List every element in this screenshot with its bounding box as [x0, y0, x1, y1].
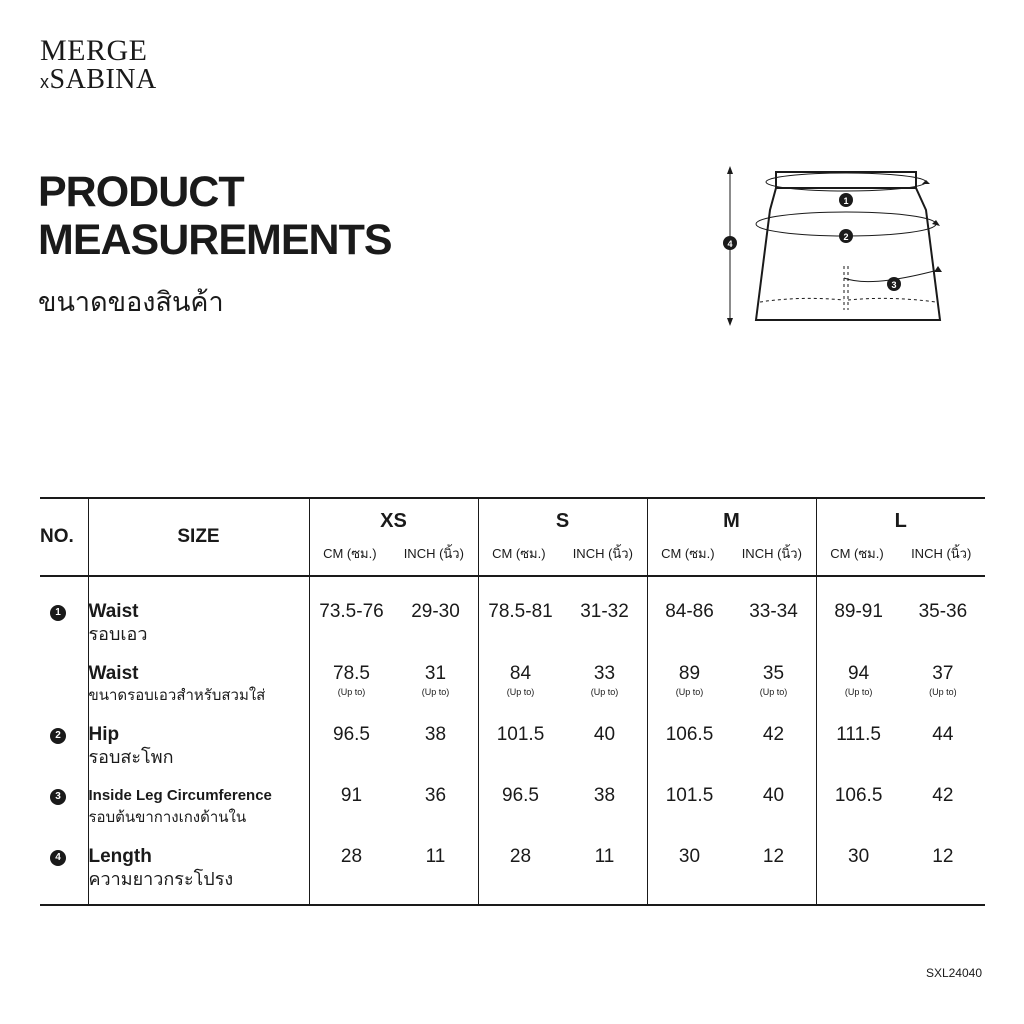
- up-to-note: (Up to): [759, 687, 788, 697]
- value-inch: 12: [932, 846, 954, 867]
- row-label-th: รอบสะโพก: [88, 747, 174, 767]
- value-cm: 84: [509, 663, 532, 684]
- page-subtitle: ขนาดของสินค้า: [38, 287, 224, 317]
- table-row: [40, 724, 985, 785]
- value-inch: 29-30: [411, 601, 460, 622]
- value-cm: 101.5: [665, 785, 714, 806]
- value-cm: 30: [848, 846, 870, 867]
- header-size-xs: [309, 498, 478, 576]
- row-number-badge: 1: [50, 605, 66, 621]
- table-row: [40, 785, 985, 846]
- size-label-s: S: [555, 510, 570, 532]
- value-cm: 106.5: [665, 724, 714, 745]
- row-number-badge: 3: [50, 789, 66, 805]
- value-inch: 31-32: [580, 601, 629, 622]
- size-label-xs: XS: [380, 510, 407, 532]
- value-inch: 40: [762, 785, 785, 806]
- value-inch: 36: [424, 785, 447, 806]
- value-cm: 28: [509, 846, 532, 867]
- row-label-th: รอบเอว: [88, 624, 148, 644]
- marker-3: [887, 277, 901, 291]
- value-inch: 11: [425, 846, 446, 867]
- value-cm: 101.5: [496, 724, 545, 745]
- unit-inch: INCH (นิ้ว): [403, 546, 464, 561]
- size-label-l: L: [894, 510, 907, 532]
- value-cm: 91: [340, 785, 363, 806]
- marker-1: [839, 193, 853, 207]
- row-label-en: Inside Leg Circumference: [88, 787, 272, 804]
- unit-inch: INCH (นิ้ว): [741, 546, 802, 561]
- up-to-note: (Up to): [675, 687, 704, 697]
- row-number-badge: 2: [50, 728, 66, 744]
- value-cm: 96.5: [333, 724, 370, 745]
- value-cm: 30: [678, 846, 701, 867]
- value-cm: 78.5: [333, 663, 370, 684]
- value-cm: 84-86: [665, 601, 714, 622]
- page-title: [38, 168, 392, 264]
- up-to-note: (Up to): [421, 687, 450, 697]
- value-inch: 38: [424, 724, 447, 745]
- value-inch: 40: [593, 724, 616, 745]
- title-line1: PRODUCT: [38, 168, 244, 216]
- value-cm: 96.5: [502, 785, 539, 806]
- header-size-s: [478, 498, 647, 576]
- row-label-th: ขนาดรอบเอวสำหรับสวมใส่: [88, 687, 266, 704]
- table-row: [40, 576, 985, 663]
- value-cm: 89: [678, 663, 701, 684]
- header-size: SIZE: [88, 498, 309, 576]
- brand-logo: [40, 36, 157, 94]
- up-to-note: (Up to): [590, 687, 619, 697]
- unit-cm: CM (ซม.): [323, 546, 377, 561]
- row-label-th: ความยาวกระโปรง: [88, 869, 234, 889]
- marker-4: [723, 236, 737, 250]
- marker-2: [839, 229, 853, 243]
- value-inch: 31: [424, 663, 447, 684]
- row-label-en: Hip: [88, 724, 120, 745]
- up-to-note: (Up to): [506, 687, 535, 697]
- up-to-note: (Up to): [844, 687, 873, 697]
- marker-4-label: 4: [727, 239, 733, 249]
- value-inch: 37: [932, 663, 954, 684]
- unit-cm: CM (ซม.): [830, 546, 884, 561]
- value-inch: 33-34: [749, 601, 798, 622]
- unit-cm: CM (ซม.): [492, 546, 546, 561]
- product-code: SXL24040: [925, 966, 982, 980]
- skort-diagram: [720, 160, 950, 330]
- value-inch: 12: [762, 846, 785, 867]
- table-row: [40, 846, 985, 905]
- brand-x: x: [40, 72, 50, 92]
- row-number-badge: 4: [50, 850, 66, 866]
- value-cm: 89-91: [834, 601, 883, 622]
- header-no: NO.: [40, 498, 88, 576]
- value-cm: 73.5-76: [319, 601, 384, 622]
- table-row: [40, 663, 985, 724]
- row-label-en: Waist: [88, 601, 139, 622]
- value-inch: 35-36: [918, 601, 968, 622]
- brand-line2: [40, 66, 157, 94]
- row-label-th: รอบต้นขากางเกงด้านใน: [88, 809, 247, 826]
- header-size-m: [647, 498, 816, 576]
- value-cm: 28: [340, 846, 363, 867]
- unit-cm: CM (ซม.): [661, 546, 715, 561]
- value-inch: 42: [932, 785, 954, 806]
- row-label-en: Length: [88, 846, 152, 867]
- value-cm: 106.5: [834, 785, 883, 806]
- value-cm: 94: [848, 663, 870, 684]
- unit-inch: INCH (นิ้ว): [911, 546, 972, 561]
- value-inch: 44: [932, 724, 954, 745]
- brand-line1: MERGE: [40, 34, 148, 67]
- brand-line2-text: SABINA: [49, 64, 157, 95]
- marker-3-label: 3: [891, 280, 897, 290]
- measurement-table: [40, 497, 985, 906]
- row-label-en: Waist: [88, 663, 139, 684]
- value-inch: 33: [593, 663, 616, 684]
- value-cm: 78.5-81: [488, 601, 553, 622]
- value-inch: 11: [594, 846, 615, 867]
- size-label-m: M: [723, 510, 740, 532]
- value-inch: 42: [762, 724, 785, 745]
- unit-inch: INCH (นิ้ว): [572, 546, 633, 561]
- header-size-l: [816, 498, 985, 576]
- value-inch: 35: [762, 663, 785, 684]
- up-to-note: (Up to): [929, 687, 957, 697]
- value-cm: 111.5: [836, 724, 881, 745]
- value-inch: 38: [593, 785, 616, 806]
- title-line2: MEASUREMENTS: [38, 216, 392, 264]
- up-to-note: (Up to): [337, 687, 366, 697]
- marker-1-label: 1: [843, 196, 849, 206]
- marker-2-label: 2: [843, 232, 849, 242]
